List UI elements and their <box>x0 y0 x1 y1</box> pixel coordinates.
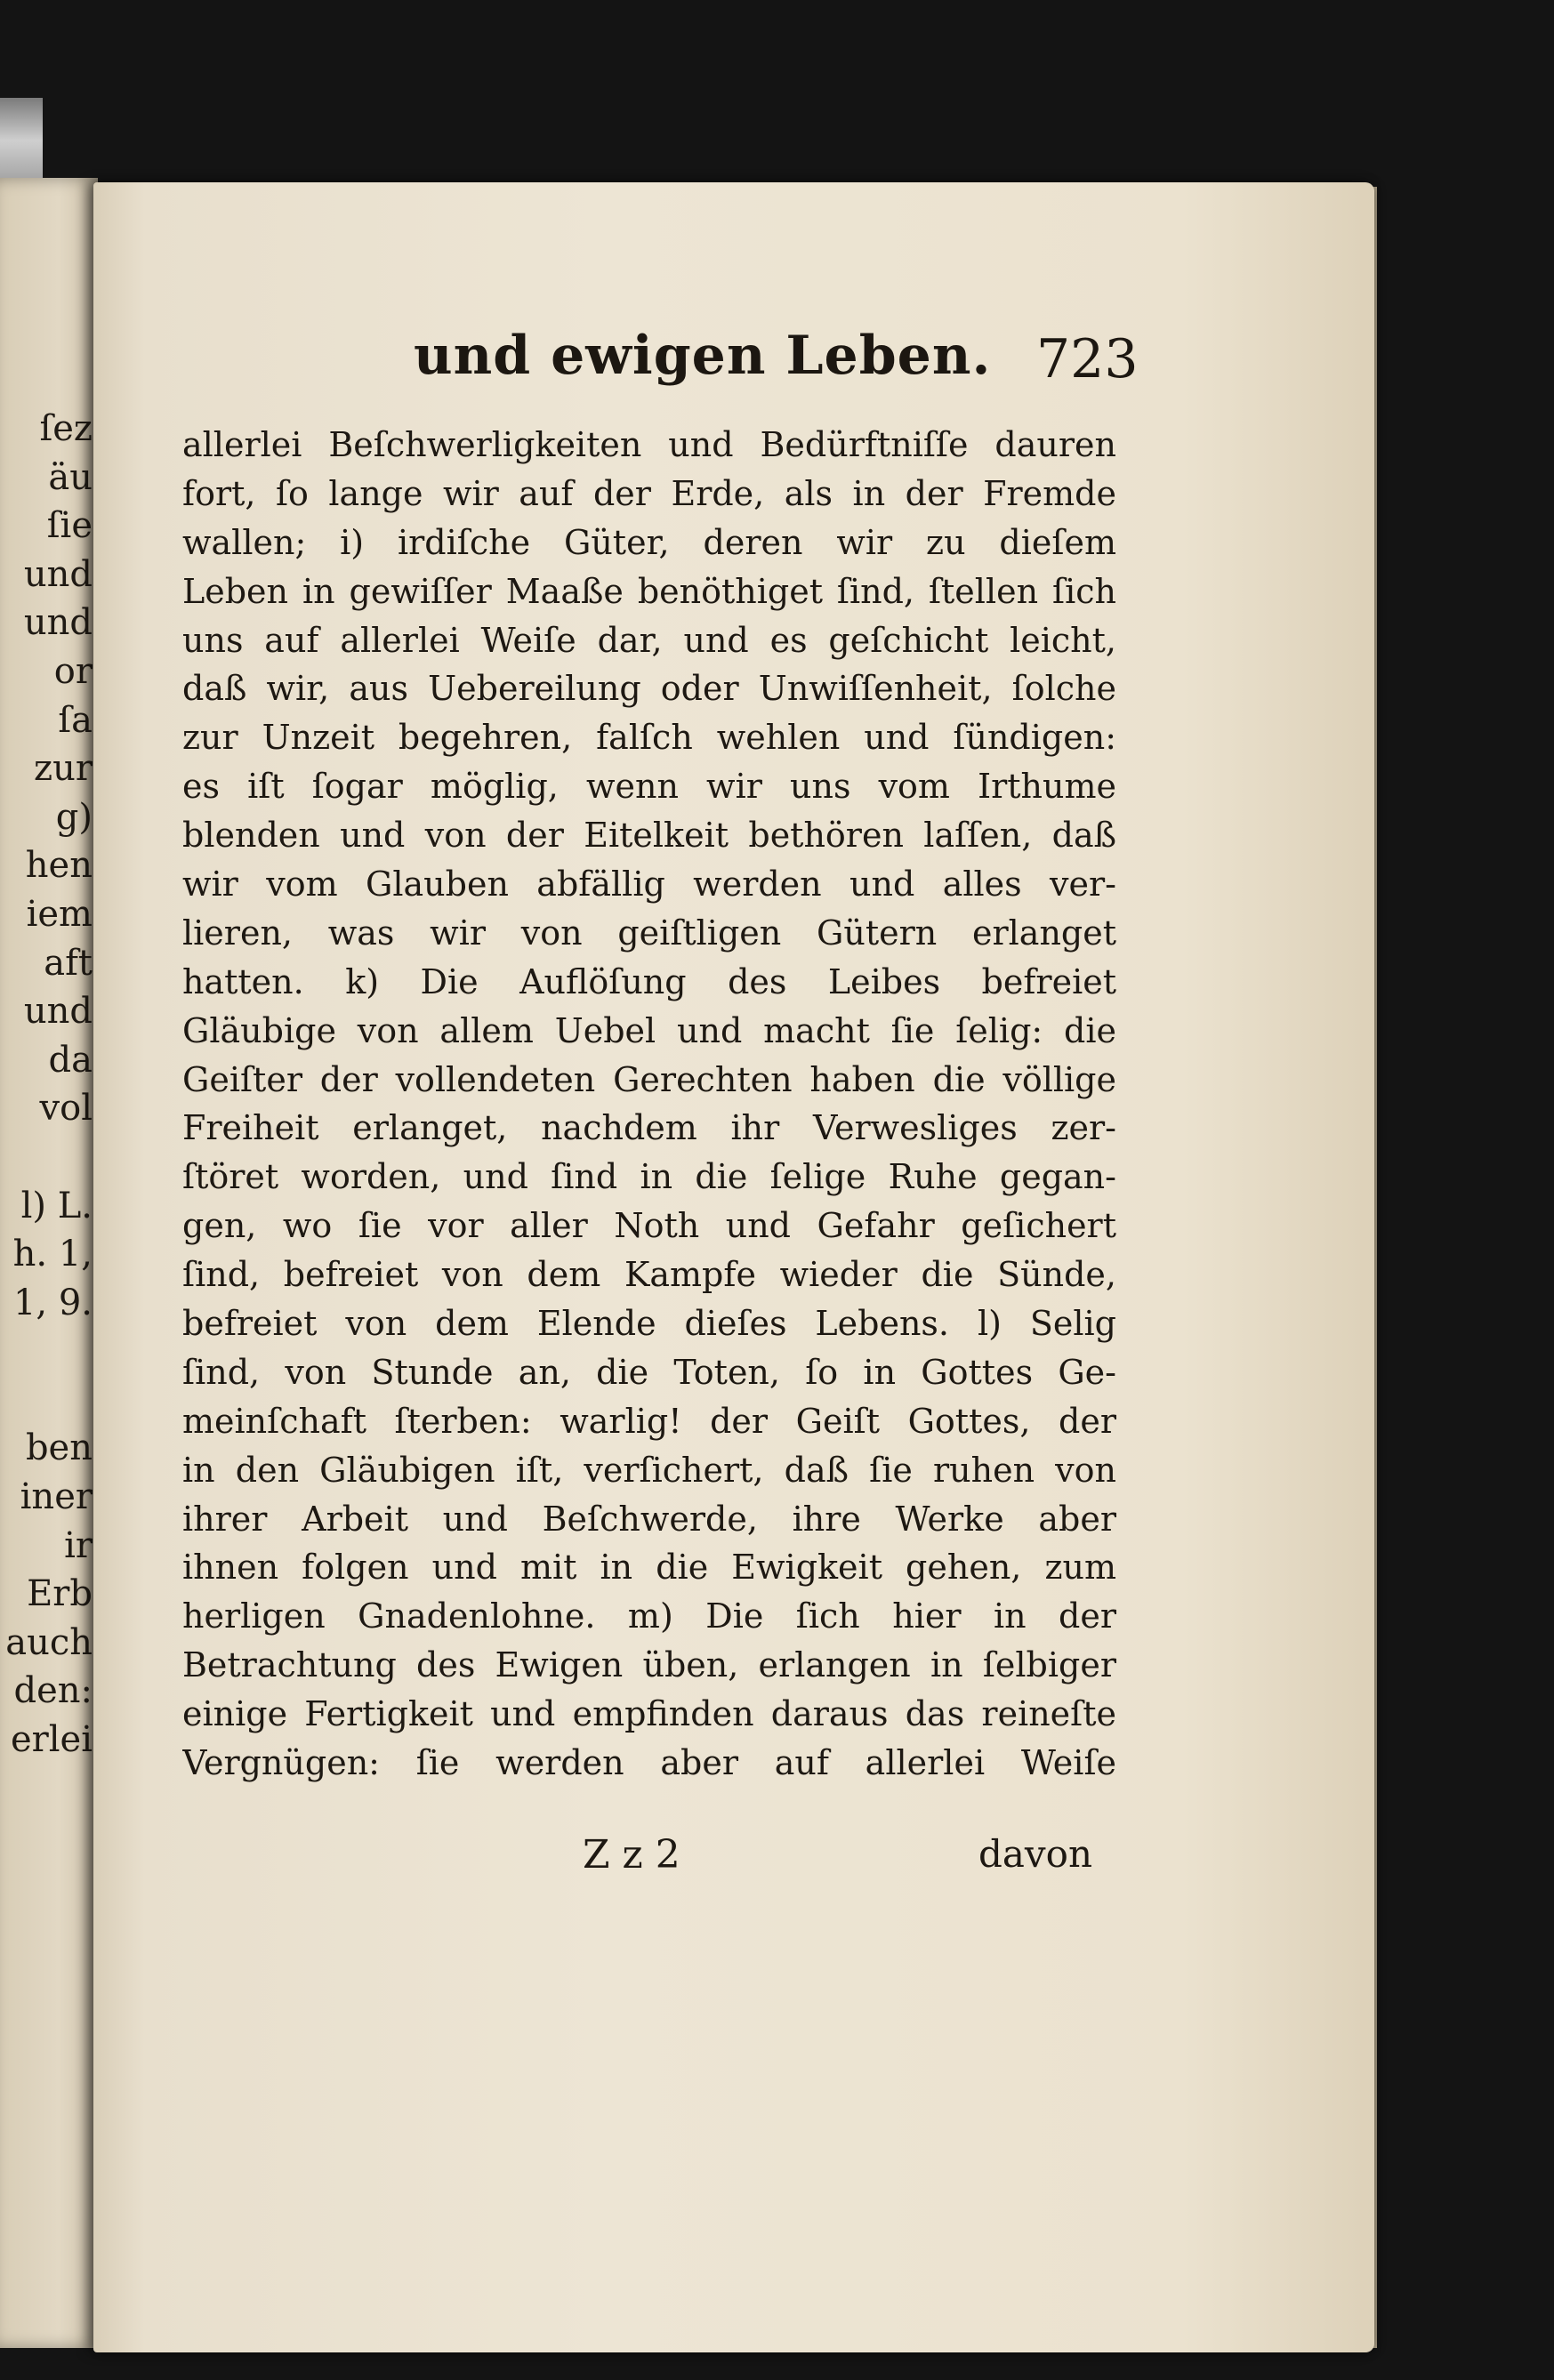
margin-fragment: l) L. <box>20 1185 93 1226</box>
text-line: hatten. k) Die Auflöſung des Leibes befreiet <box>182 961 1116 1001</box>
text-line: ſtöret worden, und ſind in die ſelige Ruhe gegan- <box>182 1157 1116 1197</box>
text-line: uns auf allerlei Weiſe dar, und es geſchicht leicht, <box>182 620 1116 660</box>
margin-fragment: iem <box>26 893 93 935</box>
catchword: davon <box>978 1832 1092 1876</box>
margin-fragment: und <box>23 553 93 595</box>
margin-fragment: ſez <box>39 408 93 449</box>
page-footer <box>583 1832 1116 1894</box>
signature-mark: Z z 2 <box>583 1832 680 1877</box>
text-line: Vergnügen: ſie werden aber auf allerlei Weiſe <box>182 1743 1116 1783</box>
text-line: blenden und von der Eitelkeit bethören laſſen, daß <box>182 816 1116 856</box>
page-header <box>414 325 1139 405</box>
text-line: einige Fertigkeit und empfinden daraus das reineſte <box>182 1694 1116 1734</box>
margin-fragment: und <box>23 991 93 1033</box>
text-line: Gläubige von allem Uebel und macht ſie ſelig: die <box>182 1010 1116 1050</box>
margin-fragment: da <box>48 1039 93 1081</box>
margin-fragment: 1, 9. <box>12 1282 93 1323</box>
text-line: befreiet von dem Elende dieſes Lebens. l) Selig <box>182 1304 1116 1344</box>
margin-fragment <box>0 1376 98 1425</box>
text-line: ihrer Arbeit und Beſchwerde, ihre Werke aber <box>182 1499 1116 1539</box>
margin-fragment: auch <box>5 1621 93 1663</box>
margin-fragment: den: <box>13 1670 93 1712</box>
text-line: allerlei Beſchwerligkeiten und Bedürftniſſe dauren <box>182 425 1116 464</box>
margin-fragment: ir <box>64 1524 93 1566</box>
text-line: es iſt ſogar möglig, wenn wir uns vom Irthume <box>182 767 1116 807</box>
text-line: wir vom Glauben abfällig werden und alles ver- <box>182 864 1116 905</box>
margin-fragment: g) <box>55 796 93 838</box>
margin-fragment: vol <box>39 1088 93 1130</box>
margin-fragment: Erb <box>27 1573 93 1615</box>
text-line: Geiſter der vollendeten Gerechten haben die völlige <box>182 1059 1116 1099</box>
margin-fragment: iner <box>20 1476 93 1518</box>
page-number: 723 <box>1036 328 1139 390</box>
text-line: herligen Gnadenlohne. m) Die ſich hier in der <box>182 1596 1116 1636</box>
running-title: und ewigen Leben. <box>414 325 992 387</box>
text-line: wallen; i) irdiſche Güter, deren wir zu dieſem <box>182 522 1116 562</box>
margin-fragment <box>0 1327 98 1376</box>
text-line: lieren, was wir von geiſtligen Gütern erlanget <box>182 913 1116 953</box>
margin-fragment: aft <box>44 942 93 984</box>
margin-fragment: hen <box>25 845 93 887</box>
text-line: meinſchaft ſterben: warlig! der Geiſt Gottes, der <box>182 1401 1116 1441</box>
text-line: gen, wo ſie vor aller Noth und Gefahr geſichert <box>182 1206 1116 1246</box>
margin-fragment: und <box>23 602 93 644</box>
margin-fragment: h. 1, <box>12 1234 93 1275</box>
margin-fragment: ſa <box>58 699 93 741</box>
text-line: zur Unzeit begehren, falſch wehlen und ſündigen: <box>182 718 1116 758</box>
text-line: fort, ſo lange wir auf der Erde, als in der Fremde <box>182 473 1116 513</box>
book-page <box>93 182 1374 2352</box>
text-line: daß wir, aus Uebereilung oder Unwiſſenheit, ſolche <box>182 669 1116 709</box>
text-line: Leben in gewiſſer Maaße benöthiget ſind, ſtellen ſich <box>182 571 1116 611</box>
text-line: ſind, von Stunde an, die Toten, ſo in Gottes Ge- <box>182 1352 1116 1392</box>
margin-fragment: äu <box>48 456 93 498</box>
margin-fragment: ſie <box>46 505 93 547</box>
text-line: in den Gläubigen iſt, verſichert, daß ſie ruhen von <box>182 1450 1116 1490</box>
margin-fragment: ben <box>25 1427 93 1469</box>
text-line: ihnen folgen und mit in die Ewigkeit gehen, zum <box>182 1548 1116 1588</box>
margin-fragment <box>0 1133 98 1182</box>
text-line: Freiheit erlanget, nachdem ihr Verwesliges zer- <box>182 1108 1116 1148</box>
body-text <box>182 421 1116 1788</box>
left-page-margin-text <box>0 405 98 1765</box>
margin-fragment: erlei <box>10 1719 93 1761</box>
margin-fragment: or <box>53 650 93 692</box>
text-line: Betrachtung des Ewigen üben, erlangen in ſelbiger <box>182 1645 1116 1685</box>
text-line: ſind, befreiet von dem Kampfe wieder die Sünde, <box>182 1255 1116 1295</box>
margin-fragment: zur <box>34 748 93 790</box>
